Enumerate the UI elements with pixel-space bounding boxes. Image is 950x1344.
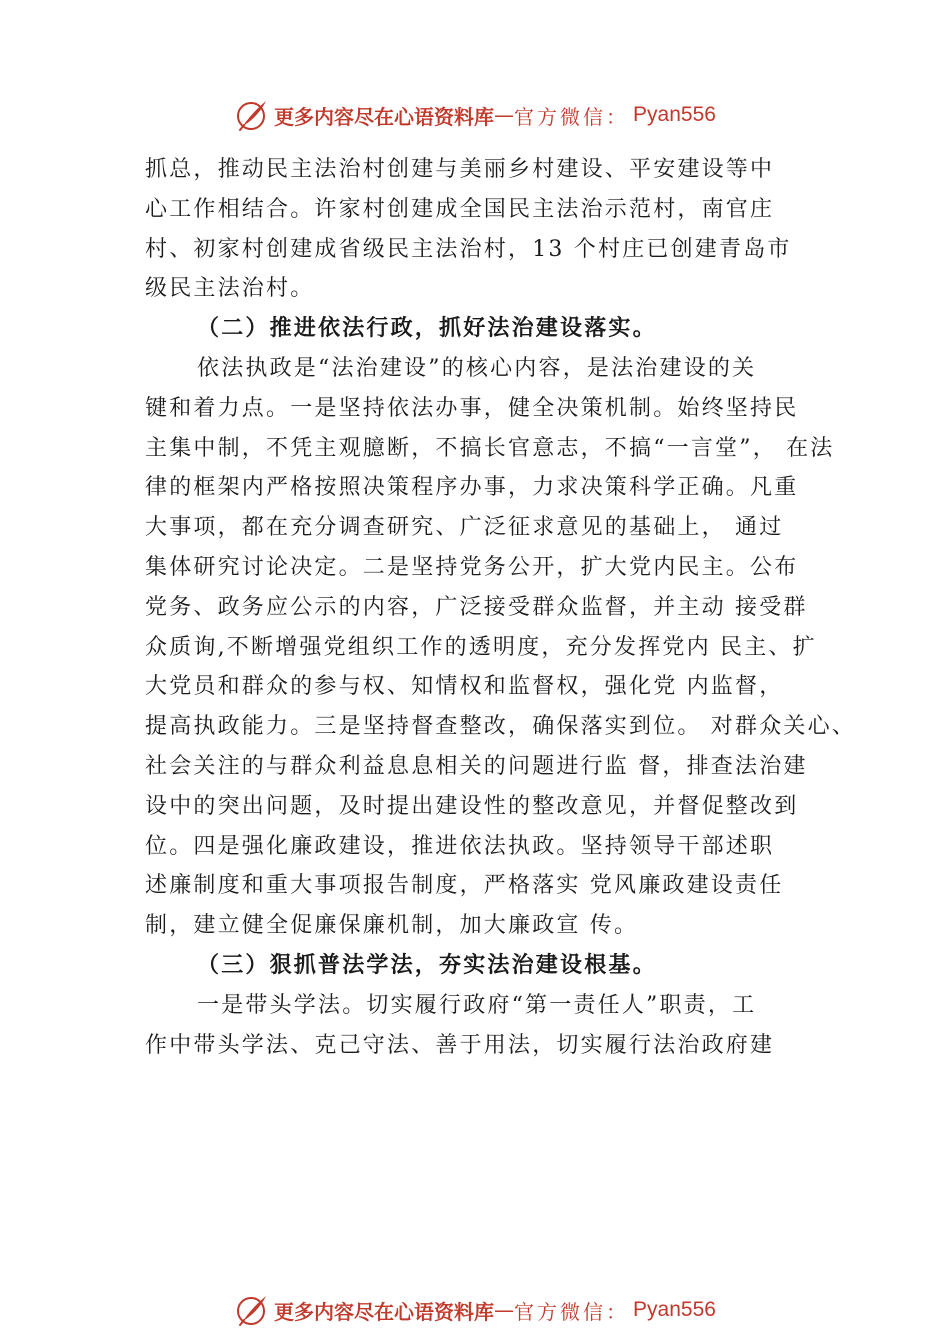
text-line: 级民主法治村。 (145, 276, 315, 302)
text-line: 设中的突出问题，及时提出建设性的整改意见，并督促整改到 (145, 793, 799, 819)
section-heading: （二）推进依法行政，抓好法治建设落实。 (197, 315, 657, 342)
text-line: 提高执政能力。三是坚持督查整改，确保落实到位。 对群众关心、 (145, 714, 856, 740)
text-line: 心工作相结合。许家村创建成全国民主法治示范村，南官庄 (145, 196, 775, 222)
header-banner (0, 95, 950, 135)
text-line: 社会关注的与群众利益息息相关的问题进行监 督，排查法治建 (145, 753, 808, 779)
text-line: 党务、政务应公示的内容，广泛接受群众监督，并主动 接受群 (145, 594, 808, 620)
footer-banner (0, 1290, 950, 1330)
banner-wechat-id: Pyan556 (633, 103, 716, 126)
text-line: 村、初家村创建成省级民主法治村，13 个村庄已创建青岛市 (145, 236, 792, 262)
document-body (145, 150, 856, 1065)
text-line: 众质询,不断增强党组织工作的透明度，充分发挥党内 民主、扩 (145, 634, 817, 660)
banner-site-name: 更多内容尽在心语资料库 (274, 1299, 495, 1324)
text-line: 一是带头学法。切实履行政府“第一责任人”职责，工 (197, 992, 757, 1018)
text-line: 述廉制度和重大事项报告制度，严格落实 党风廉政建设责任 (145, 873, 784, 899)
banner-wechat-label: 官方微信： (514, 1299, 630, 1324)
quill-logo-icon (234, 97, 270, 133)
text-line: 键和着力点。一是坚持依法办事，健全决策机制。始终坚持民 (145, 395, 799, 421)
text-line: 制，建立健全促廉保廉机制，加大廉政宣 传。 (145, 913, 639, 939)
quill-logo-icon (234, 1292, 270, 1328)
text-line: 位。四是强化廉政建设，推进依法执政。坚持领导干部述职 (145, 833, 775, 859)
banner-site-name: 更多内容尽在心语资料库 (274, 104, 495, 129)
banner-wechat-label: 官方微信： (514, 104, 630, 129)
text-line: 作中带头学法、克己守法、善于用法，切实履行法治政府建 (145, 1032, 775, 1058)
banner-wechat-id: Pyan556 (633, 1298, 716, 1321)
text-line: 主集中制，不凭主观臆断，不搞长官意志，不搞“一言堂”， 在法 (145, 435, 835, 461)
section-heading: （三）狠抓普法学法，夯实法治建设根基。 (197, 951, 657, 978)
banner-dash: — (494, 103, 515, 127)
banner-dash: — (494, 1298, 515, 1322)
text-line: 大事项，都在充分调查研究、广泛征求意见的基础上， 通过 (145, 515, 784, 541)
text-line: 依法执政是“法治建设”的核心内容，是法治建设的关 (197, 355, 757, 381)
text-line: 律的框架内严格按照决策程序办事，力求决策科学正确。凡重 (145, 475, 799, 501)
text-line: 集体研究讨论决定。二是坚持党务公开，扩大党内民主。公布 (145, 554, 799, 580)
text-line: 大党员和群众的参与权、知情权和监督权，强化党 内监督， (145, 674, 784, 700)
text-line: 抓总，推动民主法治村创建与美丽乡村建设、平安建设等中 (145, 157, 775, 182)
